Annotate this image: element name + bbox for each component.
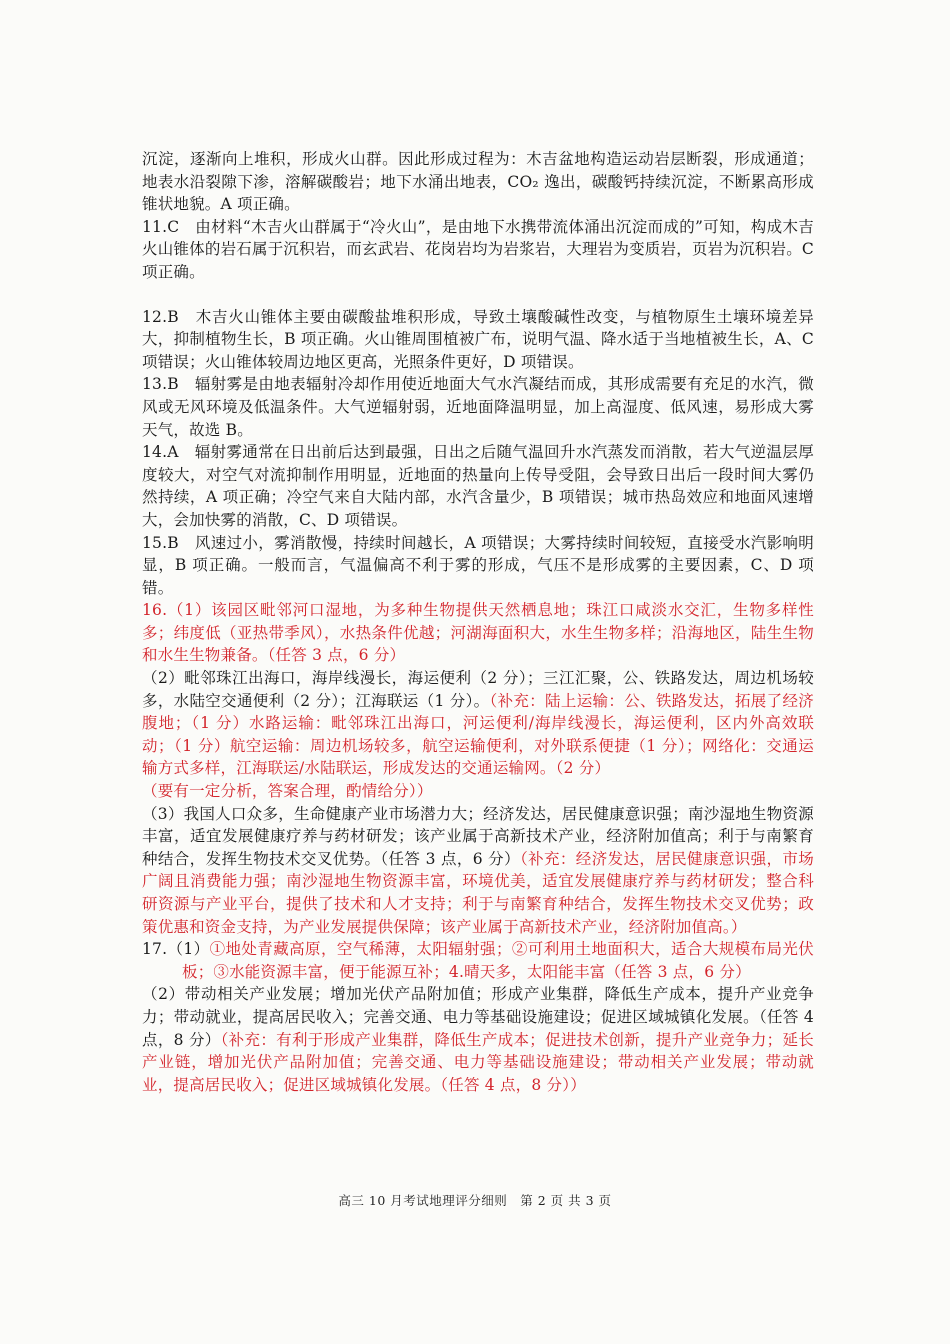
spacer	[142, 284, 814, 306]
answer-11: 11.C 由材料“木吉火山群属于“冷火山”，是由地下水携带流体涌出沉淀而成的”可知，构成木吉火山锥体的岩石属于沉积岩，而玄武岩、花岗岩均为岩浆岩，大理岩为变质岩，页岩为沉积岩。C 项正确。	[142, 217, 814, 281]
answer-17-1	[142, 938, 814, 983]
answer-17-1-text: ①地处青藏高原，空气稀薄，太阳辐射强；②可利用土地面积大，适合大规模布局光伏板；③水能资源丰富，便于能源互补；4.晴天多，太阳能丰富（任答 3 点，6 分）	[182, 940, 814, 981]
answer-14: 14.A 辐射雾通常在日出前后达到最强，日出之后随气温回升水汽蒸发而消散，若大气逆温层厚度较大，对空气对流抑制作用明显，近地面的热量向上传导受阻，会导致日出后一段时间大雾仍然持续，A 项正确；冷空气来自大陆内部，水汽含量少，B 项错误；城市热岛效应和地面风速增大，会加快雾的消散，C、D 项错误。	[142, 443, 814, 529]
answer-13: 13.B 辐射雾是由地表辐射冷却作用使近地面大气水汽凝结而成，其形成需要有充足的水汽，微风或无风环境及低温条件。大气逆辐射弱，近地面降温明显，加上高湿度、低风速，易形成大雾天气，故选 B。	[142, 375, 814, 439]
page-footer: 高三 10 月考试地理评分细则 第 2 页 共 3 页	[338, 1193, 612, 1208]
answer-17-2-main: （2）带动相关产业发展；增加光伏产品附加值；形成产业集群，降低生产成本，提升产业竞争力；带动就业，提高居民收入；完善交通、电力等基础设施建设；促进区域城镇化发展。（任答 4 点，8 分）	[142, 985, 814, 1049]
paragraph-continuation: 沉淀，逐渐向上堆积，形成火山群。因此形成过程为：木吉盆地构造运动岩层断裂，形成通道；地表水沿裂隙下渗，溶解碳酸岩；地下水涌出地表，CO₂ 逸出，碳酸钙持续沉淀，不断累高形成锥状地貌。A 项正确。	[142, 150, 814, 214]
answer-16-1: 16.（1）该园区毗邻河口湿地，为多种生物提供天然栖息地；珠江口咸淡水交汇，生物多样性多；纬度低（亚热带季风），水热条件优越；河湖海面积大，水生生物多样；沿海地区，陆生生物和水生生物兼备。（任答 3 点，6 分）	[142, 601, 814, 665]
answer-16-3	[142, 803, 814, 939]
answer-17-2-supplement: （补充：有利于形成产业集群，降低生产成本；促进技术创新，提升产业竞争力；延长产业链，增加光伏产品附加值；完善交通、电力等基础设施建设；带动相关产业发展；带动就业，提高居民收入；促进区域城镇化发展。（任答 4 点，8 分））	[142, 1030, 814, 1094]
answer-16-2-main: （2）毗邻珠江出海口，海岸线漫长，海运便利（2 分）；三江汇聚，公、铁路发达，周边机场较多，水陆空交通便利（2 分）；江海联运（1 分）。	[142, 669, 815, 710]
answer-15: 15.B 风速过小，雾消散慢，持续时间越长，A 项错误；大雾持续时间较短，直接受水汽影响明显，B 项正确。一般而言，气温偏高不利于雾的形成，气压不是形成雾的主要因素，C、D 项错。	[142, 533, 814, 597]
answer-17-2	[142, 983, 814, 1096]
answer-16-3-supplement: （补充：经济发达，居民健康意识强，市场广阔且消费能力强；南沙湿地生物资源丰富，环境优美，适宜发展健康疗养与药材研发；整合科研资源与产业平台，提供了技术和人才支持；利于与南繁育种结合，发挥生物技术交叉优势；政策优惠和资金支持，为产业发展提供保障；该产业属于高新技术产业，经济附加值高。）	[142, 849, 815, 936]
answer-16-note: （要有一定分析，答案合理，酌情给分））	[142, 782, 433, 801]
answer-16-2-supplement: （补充：陆上运输：公、铁路发达，拓展了经济腹地；（1 分）水路运输：毗邻珠江出海口，河运便利/海岸线漫长，海运便利，区内外高效联动；（1 分）航空运输：周边机场较多，航空运输便利，对外联系便捷（1 分）；网络化：交通运输方式多样，江海联运/水陆联运，形成发达的交通运输网。（2 分）	[142, 691, 814, 778]
answer-16-2	[142, 667, 814, 780]
answer-12: 12.B 木吉火山锥体主要由碳酸盐堆积形成，导致土壤酸碱性改变，与植物原生土壤环境差异大，抑制植物生长，B 项正确。火山锥周围植被广布，说明气温、降水适于当地植被生长，A、C 项错误；火山锥体较周边地区更高，光照条件更好，D 项错误。	[142, 307, 814, 371]
answer-16-3-main: （3）我国人口众多，生命健康产业市场潜力大；经济发达，居民健康意识强；南沙湿地生物资源丰富，适宜发展健康疗养与药材研发；该产业属于高新技术产业，经济附加值高；利于与南繁育种结合，发挥生物技术交叉优势。（任答 3 点，6 分）	[142, 804, 814, 868]
answer-17-1-number: 17.（1）	[142, 940, 210, 959]
answer-content	[142, 148, 814, 1096]
